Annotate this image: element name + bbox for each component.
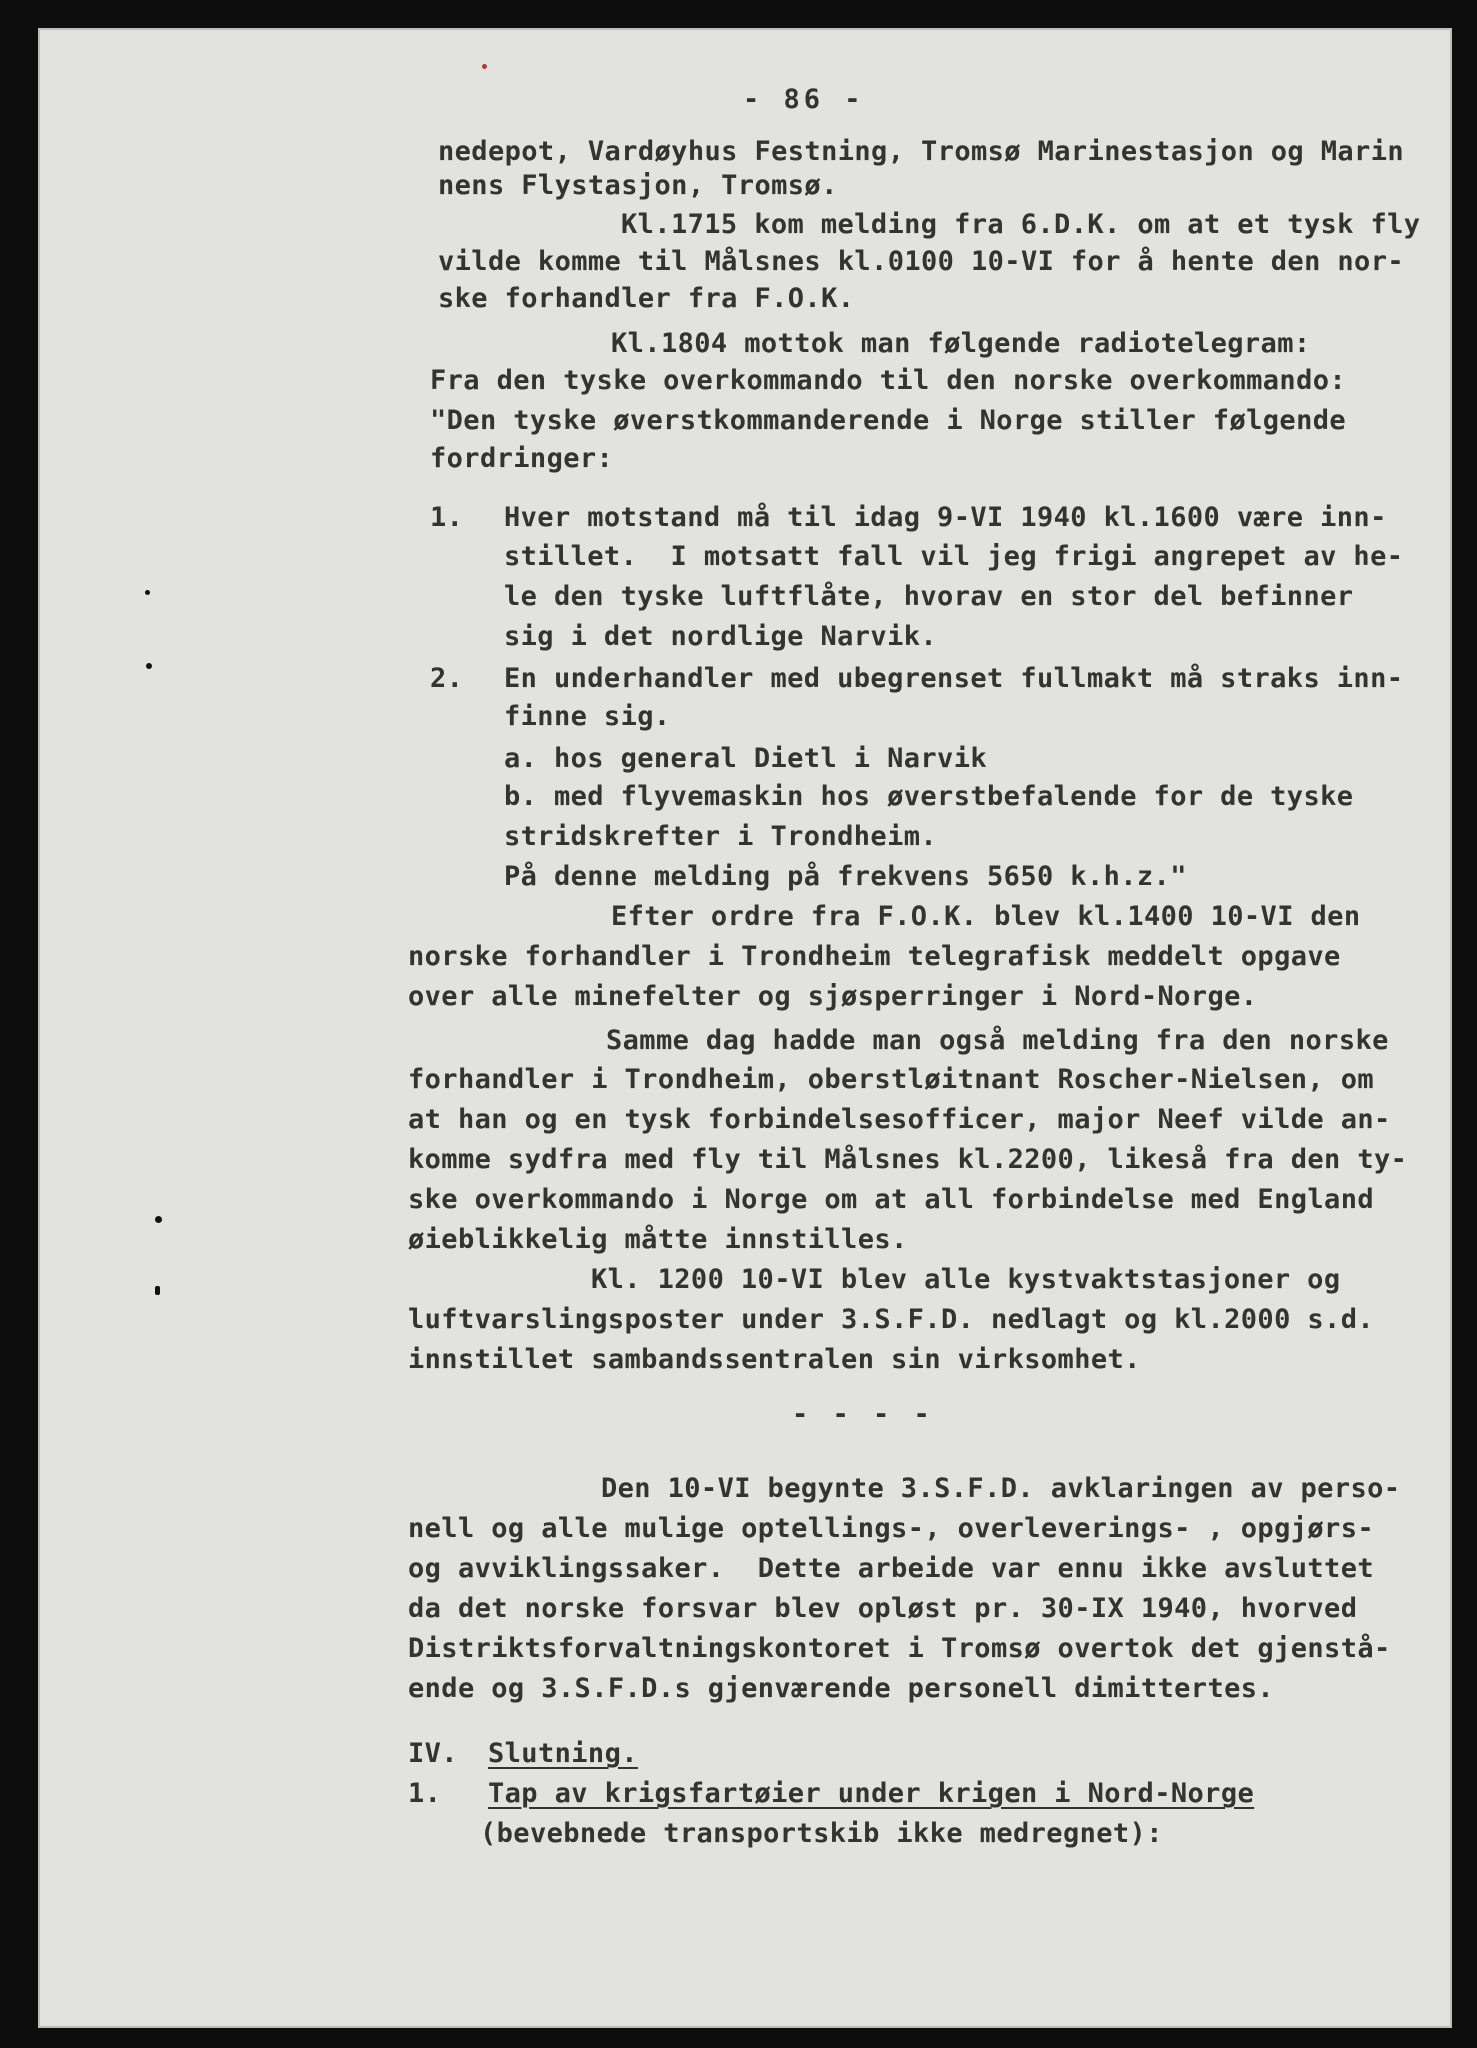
text-line: at han og en tysk forbindelsesofficer, major Neef vilde an- [408,1104,1391,1135]
text-line: Distriktsforvaltningskontoret i Tromsø overtok det gjenstå- [408,1633,1391,1664]
margin-mark [155,1286,160,1295]
red-ink-mark [482,64,487,69]
margin-mark [146,663,152,669]
text-line: og avviklingssaker. Dette arbeide var ennu ikke avsluttet [408,1553,1375,1584]
margin-mark [145,590,150,595]
text-line: (bevebnede transportskib ikke medregnet): [480,1818,1163,1849]
text-line: da det norske forsvar blev opløst pr. 30-IX 1940, hvorved [408,1593,1358,1624]
text-line: over alle minefelter og sjøsperringer i Nord-Norge. [408,981,1258,1012]
text-line: Fra den tyske overkommando til den norske overkommando: [430,365,1347,396]
text-line: ende og 3.S.F.D.s gjenværende personell dimittertes. [408,1673,1275,1704]
text-line: stillet. I motsatt fall vil jeg frigi angrepet av he- [504,541,1404,572]
text-line: stridskrefter i Trondheim. [504,821,938,852]
text-line: Hver motstand må til idag 9-VI 1940 kl.1600 være inn- [504,502,1387,533]
margin-mark [155,1216,162,1223]
text-line: En underhandler med ubegrenset fullmakt må straks inn- [504,663,1404,694]
text-line: komme sydfra med fly til Målsnes kl.2200, likeså fra den ty- [408,1144,1408,1175]
text-line: luftvarslingsposter under 3.S.F.D. nedlagt og kl.2000 s.d. [408,1304,1375,1335]
text-line: fordringer: [430,443,614,474]
list-number: 1. [430,502,464,533]
document-page [38,28,1452,2028]
section-divider: - - - - [792,1399,934,1430]
section-heading: Slutning. [488,1738,638,1769]
text-line: Samme dag hadde man også melding fra den norske [606,1025,1389,1056]
list-number: 2. [430,663,464,694]
text-line: vilde komme til Målsnes kl.0100 10-VI for å hente den nor- [438,246,1405,277]
text-line: nell og alle mulige optellings-, overleverings- , opgjørs- [408,1513,1375,1544]
page-number: - 86 - [743,84,865,115]
text-line: Den 10-VI begynte 3.S.F.D. avklaringen av perso- [601,1473,1401,1504]
text-line: Kl. 1200 10-VI blev alle kystvaktstasjoner og [591,1264,1341,1295]
text-line: På denne melding på frekvens 5650 k.h.z." [504,861,1187,892]
text-line: forhandler i Trondheim, oberstløitnant Roscher-Nielsen, om [408,1064,1375,1095]
text-line: øieblikkelig måtte innstilles. [408,1224,908,1255]
section-number: IV. [408,1738,458,1769]
text-line: norske forhandler i Trondheim telegrafisk meddelt opgave [408,941,1341,972]
text-line: le den tyske luftflåte, hvorav en stor del befinner [504,581,1354,612]
text-line: "Den tyske øverstkommanderende i Norge stiller følgende [430,405,1347,436]
text-line: ske overkommando i Norge om at all forbindelse med England [408,1184,1375,1215]
subsection-number: 1. [408,1778,442,1809]
text-line: sig i det nordlige Narvik. [504,621,938,652]
text-line: ske forhandler fra F.O.K. [438,283,855,314]
text-line: Kl.1804 mottok man følgende radiotelegram: [611,328,1311,359]
text-line: Kl.1715 kom melding fra 6.D.K. om at et tysk fly [621,209,1421,240]
text-line: a. hos general Dietl i Narvik [504,743,988,774]
text-line: finne sig. [504,701,671,732]
text-line: nedepot, Vardøyhus Festning, Tromsø Marinestasjon og Marin [438,136,1405,167]
text-line: nens Flystasjon, Tromsø. [438,170,838,201]
text-line: Efter ordre fra F.O.K. blev kl.1400 10-VI den [611,901,1361,932]
subsection-heading: Tap av krigsfartøier under krigen i Nord-Norge [488,1778,1255,1809]
text-line: innstillet sambandssentralen sin virksomhet. [408,1344,1141,1375]
text-line: b. med flyvemaskin hos øverstbefalende for de tyske [504,781,1354,812]
